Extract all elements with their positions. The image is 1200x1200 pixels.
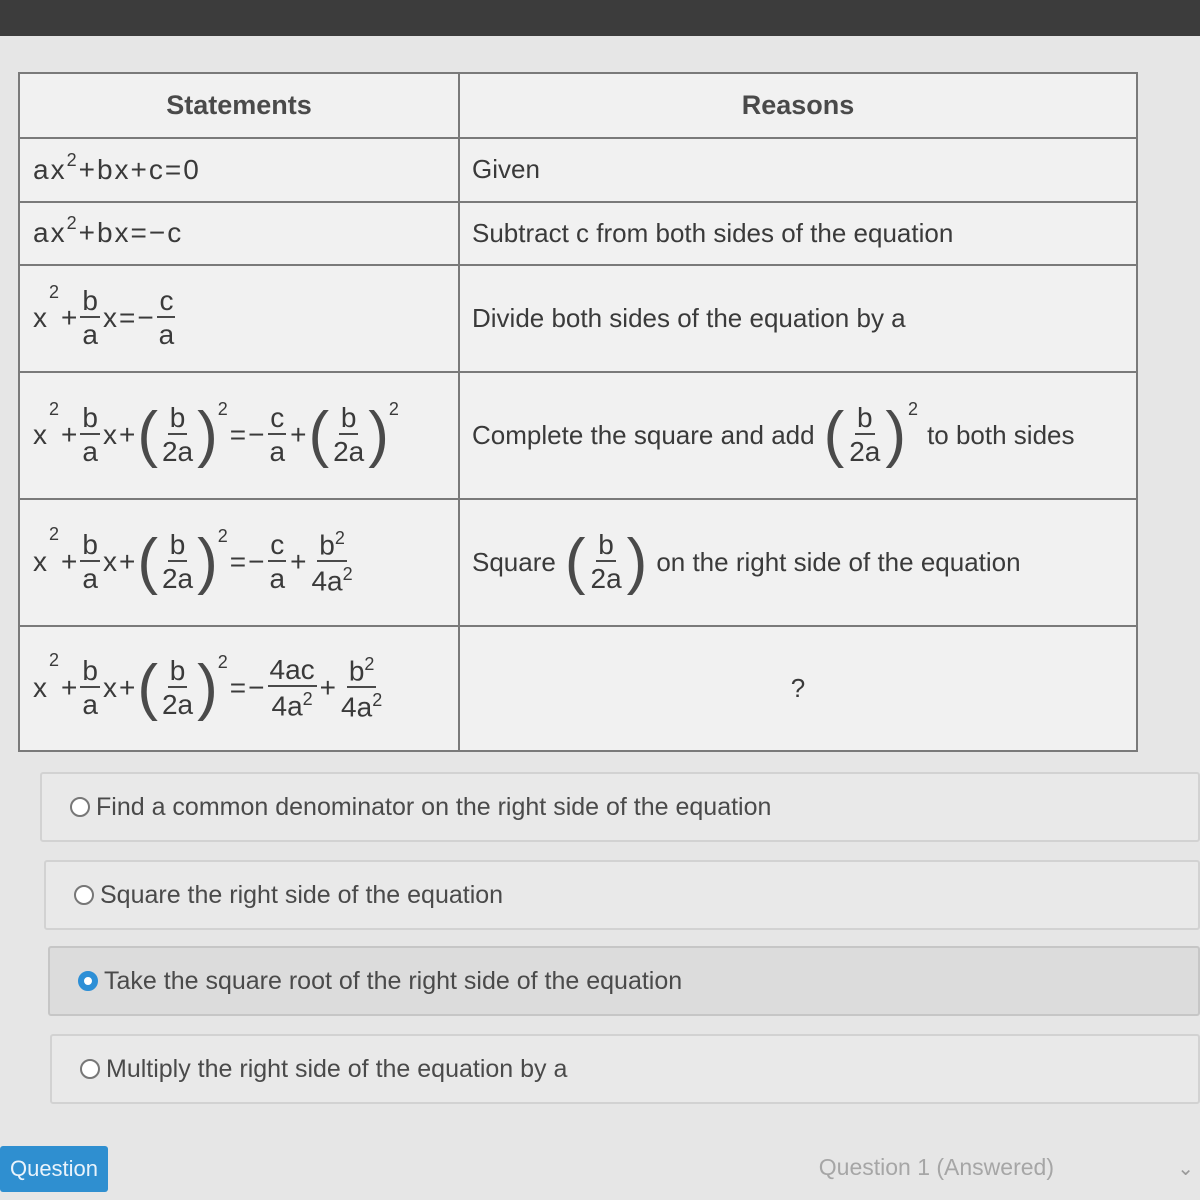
reasons-header: Reasons bbox=[459, 73, 1137, 138]
table-row bbox=[19, 202, 1137, 265]
statements-header: Statements bbox=[19, 73, 459, 138]
reason-cell: Subtract c from both sides of the equation bbox=[459, 202, 1137, 265]
table-row bbox=[19, 372, 1137, 499]
reason-cell: Complete the square and add ( $\frac{b}{2a}$ ) $^2$ to both sides bbox=[459, 372, 1137, 499]
statement-cell bbox=[19, 265, 459, 372]
option-label: Find a common denominator on the right side of the equation bbox=[96, 792, 772, 821]
answer-option-2[interactable] bbox=[44, 860, 1200, 930]
statement-cell bbox=[19, 372, 459, 499]
proof-table bbox=[18, 72, 1138, 752]
chevron-down-icon[interactable]: ⌄ bbox=[1177, 1158, 1194, 1180]
table-row bbox=[19, 499, 1137, 626]
math-expression: x $^2$ + $\frac{b}{a}$ x + ( $\frac{b}{2a}$ ) $^2$ = − $\frac{c}{a}$ + ( $\frac{b}{2a}$ ) $^2$ bbox=[33, 399, 399, 470]
option-label: Multiply the right side of the equation by a bbox=[106, 1054, 568, 1083]
top-bar bbox=[0, 0, 1200, 36]
question-nav-button[interactable]: Question bbox=[0, 1146, 108, 1192]
statement-cell bbox=[19, 499, 459, 626]
statement-cell bbox=[19, 202, 459, 265]
radio-button[interactable] bbox=[70, 797, 90, 817]
radio-button[interactable] bbox=[80, 1059, 100, 1079]
answer-option-1[interactable] bbox=[40, 772, 1200, 842]
math-expression: a x $^2$ + b x + c = 0 bbox=[33, 149, 199, 185]
radio-button-selected[interactable] bbox=[78, 971, 98, 991]
table-header-row bbox=[19, 73, 1137, 138]
math-expression: x $^2$ + $\frac{b}{a}$ x = − $\frac{c}{a}$ bbox=[33, 282, 175, 351]
table-row bbox=[19, 138, 1137, 203]
question-status[interactable]: Question 1 (Answered) bbox=[818, 1154, 1054, 1180]
reason-cell: Square ( $\frac{b}{2a}$ ) on the right side of the equation bbox=[459, 499, 1137, 626]
reason-cell: Given bbox=[459, 138, 1137, 203]
reason-cell-unknown: ? bbox=[459, 626, 1137, 751]
table-row bbox=[19, 626, 1137, 751]
answer-option-4[interactable] bbox=[50, 1034, 1200, 1104]
math-expression: x 2 + $\frac{b}{a}$ x + ( $\frac{b}{2a}$ ) $^2$ = − $\frac{c}{a}$ + $\frac{b^2}{4a^2}$ bbox=[33, 523, 353, 597]
reason-cell: Divide both sides of the equation by a bbox=[459, 265, 1137, 372]
option-label: Square the right side of the equation bbox=[100, 880, 504, 909]
math-expression: x 2 + $\frac{b}{a}$ x + ( $\frac{b}{2a}$ ) $^2$ = − $\frac{4ac}{4a^2}$ + $\frac{b^2}{4a^2}$ bbox=[33, 650, 383, 723]
answer-option-3[interactable] bbox=[48, 946, 1200, 1016]
statement-cell bbox=[19, 626, 459, 751]
option-label: Take the square root of the right side of the equation bbox=[104, 966, 683, 995]
table-row bbox=[19, 265, 1137, 372]
radio-button[interactable] bbox=[74, 885, 94, 905]
math-expression: a x $^2$ + b x = − c bbox=[33, 213, 182, 249]
statement-cell bbox=[19, 138, 459, 203]
